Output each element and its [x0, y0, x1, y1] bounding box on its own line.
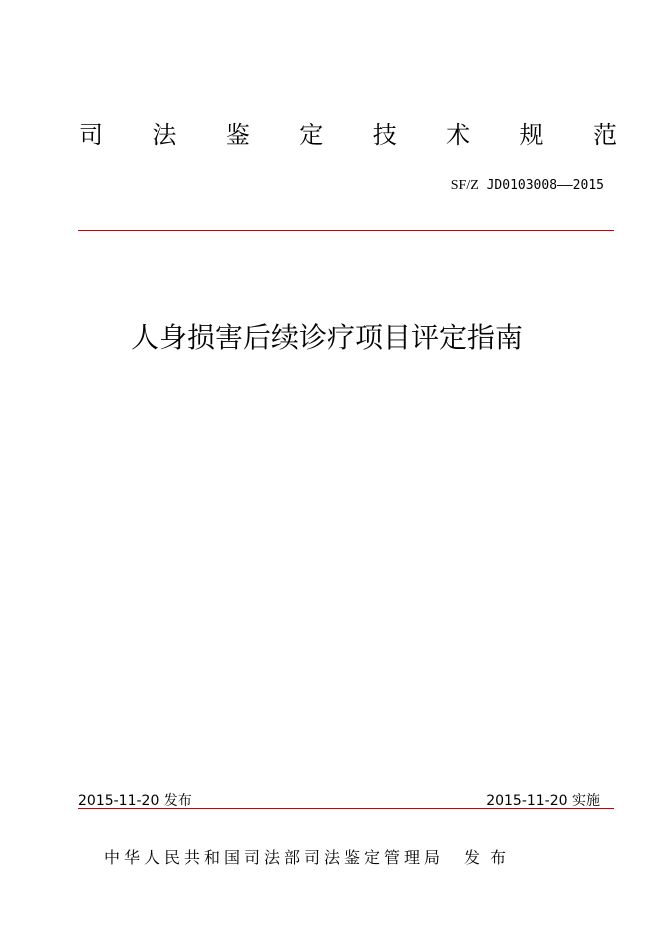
publish-date: 2015-11-20 发布: [78, 793, 192, 809]
series-title-char: 定: [299, 120, 324, 149]
implement-date: 2015-11-20 实施: [486, 793, 600, 809]
series-title: [78, 114, 618, 150]
standard-number: [451, 178, 604, 194]
bottom-divider: [78, 808, 614, 809]
series-title-char: 鉴: [225, 120, 250, 149]
issuer-name: 中华人民共和国司法部司法鉴定管理局: [104, 848, 445, 867]
series-title-char: 司: [79, 120, 103, 149]
series-title-char: 技: [372, 120, 397, 149]
document-title: 人身损害后续诊疗项目评定指南: [130, 321, 523, 354]
standard-prefix: SF/Z: [450, 178, 479, 193]
series-title-char: 术: [446, 120, 471, 149]
issuer-line: [104, 845, 516, 868]
series-title-char: 规: [519, 120, 544, 149]
series-title-char: 法: [152, 120, 177, 149]
top-divider: [78, 230, 614, 231]
issuer-action: 发布: [464, 848, 517, 867]
standard-code: JD0103008——2015: [486, 178, 604, 193]
series-title-char: 范: [592, 120, 617, 149]
